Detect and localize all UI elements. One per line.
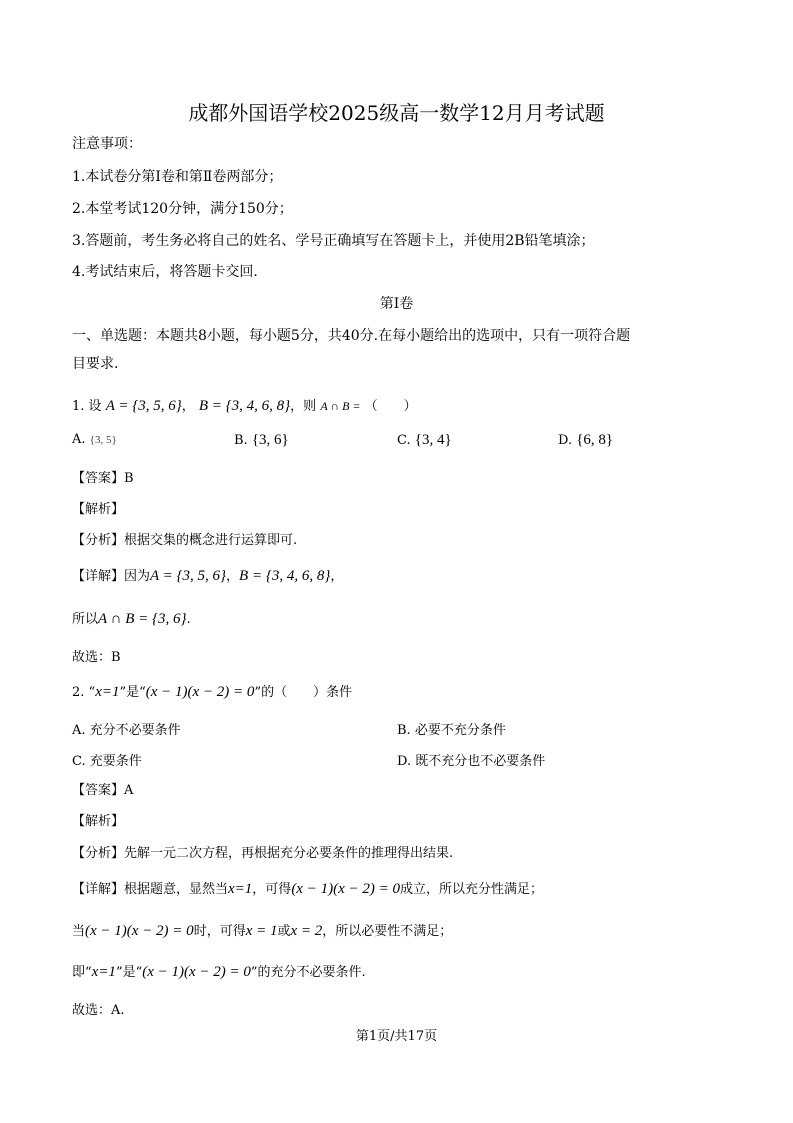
q2-detail-line1: [72, 879, 543, 900]
q2-jiexi: 【解析】: [72, 814, 125, 829]
option-value: 必要不充分条件: [414, 723, 506, 738]
q2-option-b: [397, 719, 506, 738]
q1-jiexi: 【解析】: [72, 502, 125, 517]
q1-set-a: A = {3, 5, 6}: [105, 398, 182, 414]
q1-comma: ，: [181, 399, 195, 414]
option-value: {3, 6}: [251, 432, 289, 448]
q1-option-c: [397, 432, 452, 449]
option-label: A.: [72, 723, 86, 738]
notice-item-2: 2.本堂考试120分钟，满分150分；: [72, 201, 293, 217]
q2-d1-end: 成立，所以充分性满足；: [399, 882, 543, 897]
q2-cond1: x=1: [95, 684, 120, 700]
q1-option-a: [72, 432, 117, 447]
page-title: 成都外国语学校2025级高一数学12月月考试题: [188, 101, 605, 125]
q1-conclusion: [72, 609, 191, 630]
option-value: 既不充分也不必要条件: [415, 754, 546, 769]
q2-suffix: ”的（ ）条件: [254, 685, 353, 700]
question-2-stem: [72, 682, 352, 703]
q1-detail-end: ，: [330, 569, 344, 584]
q1-pick: 故选：B: [72, 650, 121, 665]
q1-detail-set-a: A = {3, 5, 6}: [150, 568, 227, 584]
q2-d1-eq: (x − 1)(x − 2) = 0: [291, 881, 400, 897]
option-label: A.: [72, 432, 86, 447]
option-value: {3, 5}: [89, 434, 117, 446]
q2-d2-prefix: 当: [72, 924, 86, 939]
notice-item-4: 4.考试结束后，将答题卡交回.: [72, 264, 258, 280]
q1-then: ，则: [290, 399, 317, 414]
q2-d2-eq: (x − 1)(x − 2) = 0: [85, 923, 194, 939]
option-value: 充要条件: [89, 754, 142, 769]
option-value: 充分不必要条件: [89, 723, 181, 738]
notice-item-3: 3.答题前，考生务必将自己的姓名、学号正确填写在答题卡上，并使用2B铅笔填涂；: [72, 233, 595, 249]
q2-d1-prefix: 【详解】根据题意，显然当: [72, 882, 229, 897]
q1-answer: 【答案】B: [72, 471, 134, 486]
q2-detail-line3: [72, 962, 366, 983]
q1-option-d: [558, 432, 613, 449]
q2-d2-x1: x = 1: [245, 923, 278, 939]
q2-pick: 故选：A.: [72, 1003, 125, 1018]
page-footer: 第1页/共17页: [355, 1029, 438, 1044]
q1-so-prefix: 所以: [72, 612, 99, 627]
option-label: D.: [397, 754, 412, 769]
q2-d3-eq: (x − 1)(x − 2) = 0: [142, 964, 251, 980]
option-label: B.: [234, 433, 248, 448]
option-value: {3, 4}: [414, 432, 452, 448]
q2-d3-end: ”的充分不必要条件.: [250, 965, 366, 980]
q2-d2-end: ，所以必要性不满足；: [322, 924, 453, 939]
q1-prefix: 1. 设: [72, 399, 102, 414]
q2-d3-prefix: 即“: [72, 965, 92, 980]
q1-option-b: [234, 432, 289, 449]
q1-paren: （ ）: [364, 399, 417, 414]
q1-fenxi: 【分析】根据交集的概念进行运算即可.: [72, 533, 298, 548]
q1-so-end: .: [186, 612, 191, 627]
question-1-stem: [72, 394, 417, 419]
q1-set-b: B = {3, 4, 6, 8}: [198, 398, 291, 414]
q1-detail-prefix: 【详解】因为: [72, 569, 151, 584]
notice-heading: 注意事项：: [72, 136, 142, 152]
q1-detail-sep: ，: [226, 569, 240, 584]
q2-answer: 【答案】A: [72, 783, 134, 798]
option-label: C.: [397, 433, 411, 448]
q2-detail-line2: [72, 921, 452, 942]
q2-d1-mid: ，可得: [252, 882, 292, 897]
option-label: B.: [397, 723, 411, 738]
q1-detail: [72, 566, 343, 587]
option-label: D.: [558, 433, 573, 448]
part1-heading-line1: 一、单选题：本题共8小题，每小题5分，共40分.在每小题给出的选项中，只有一项符合题: [72, 328, 631, 344]
q2-d2-x2: x = 2: [290, 923, 323, 939]
q2-prefix: 2. “: [72, 685, 96, 700]
q2-d1-x: x=1: [228, 881, 253, 897]
q2-d2-or: 或: [277, 924, 291, 939]
q2-d3-x: x=1: [91, 964, 116, 980]
q2-d2-mid: 时，可得: [193, 924, 246, 939]
q2-fenxi: 【分析】先解一元二次方程，再根据充分必要条件的推理得出结果.: [72, 846, 454, 861]
q2-cond2: (x − 1)(x − 2) = 0: [145, 684, 255, 700]
q2-option-a: [72, 719, 181, 738]
q2-option-c: [72, 750, 142, 769]
q2-mid: ”是“: [119, 685, 146, 700]
part1-heading-line2: 目要求.: [72, 356, 119, 372]
section-title: 第Ⅰ卷: [379, 296, 414, 312]
option-label: C.: [72, 754, 86, 769]
q2-option-d: [397, 750, 545, 769]
q2-d3-mid: ”是“: [115, 965, 143, 980]
q1-detail-set-b: B = {3, 4, 6, 8}: [239, 568, 331, 584]
q1-so-expr: A ∩ B = {3, 6}: [98, 611, 187, 627]
q1-expr: A ∩ B =: [320, 399, 361, 413]
option-value: {6, 8}: [576, 432, 614, 448]
notice-item-1: 1.本试卷分第Ⅰ卷和第Ⅱ卷两部分；: [72, 169, 283, 185]
